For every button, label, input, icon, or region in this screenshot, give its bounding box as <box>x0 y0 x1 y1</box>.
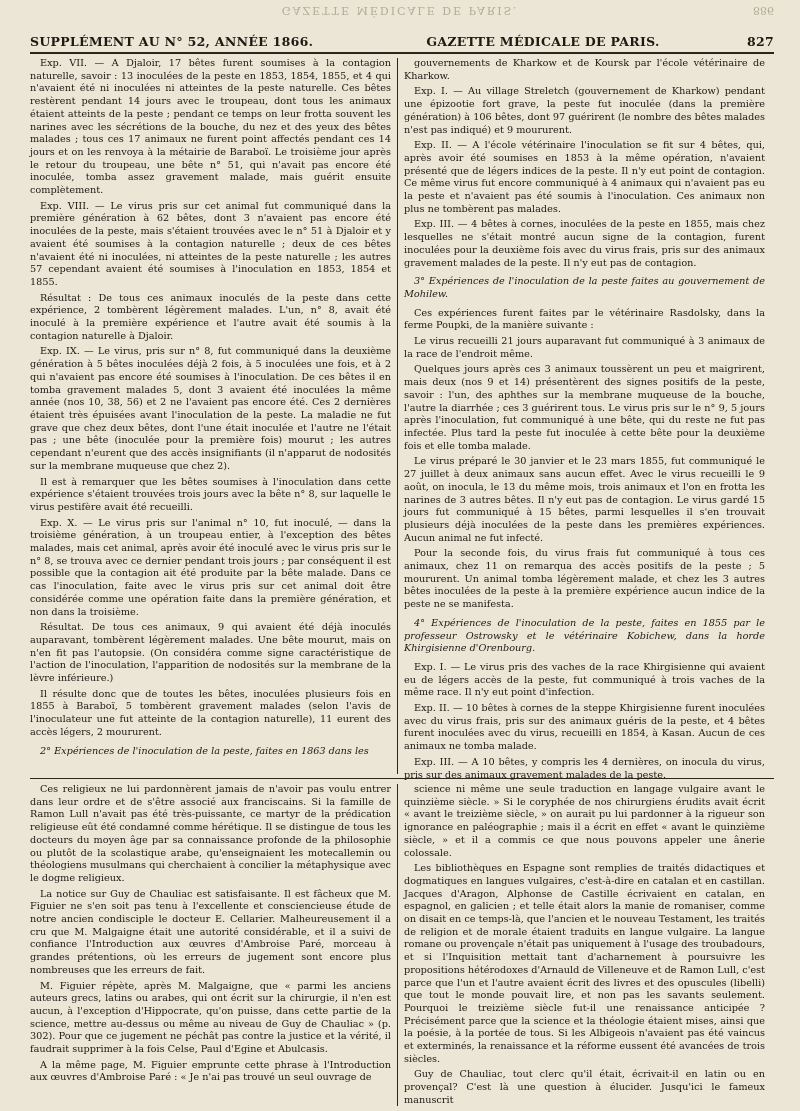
right-column <box>404 58 765 781</box>
feuilleton-right-column <box>404 784 765 1106</box>
paragraph: Résultat : De tous ces animaux inoculés de la peste dans cette expérience, 2 tombèrent légèrement malades. L'un, n° 8, avait été inoculé à la première expérience et l'autre avait été soumis à la contagion naturelle à Djaloir. <box>30 292 391 342</box>
feuilleton-left-column <box>30 784 391 1106</box>
paragraph: Le virus préparé le 30 janvier et le 23 mars 1855, fut communiqué le 27 juillet à deux animaux sans aucun effet. Avec le virus recueilli le 9 août, on inocula, le 13 du même mois, trois animaux et l'on en frotta les narines de 3 autres bêtes. Il n'y eut pas de contagion. Le virus gardé 15 jours fut communiqué à 15 bêtes, parmi lesquelles il s'en trouvait plusieurs déjà inoculées de la peste dans les premières expériences. Aucun animal ne fut infecté. <box>404 456 765 544</box>
page-number: 827 <box>747 34 774 49</box>
paragraph: gouvernements de Kharkow et de Koursk par l'école vétérinaire de Kharkow. <box>404 58 765 82</box>
paragraph: Exp. VIII. — Le virus pris sur cet animal fut communiqué dans la première génération à 62 bêtes, dont 3 n'avaient pas encore été inoculées de la peste, mais s'étaient trouvées avec le n° 51 à Djaloir et y avaient été soumises à la contagion naturelle ; deux de ces bêtes n'avaient été ni inoculées, ni atteintes de la peste naturelle ; les autres 57 cependant avaient été soumises à l'inoculation en 1853, 1854 et 1855. <box>30 200 391 288</box>
paragraph: science ni même une seule traduction en langage vulgaire avant le quinzième siècle. » Si le coryphée de nos chirurgiens érudits avait écrit « avant le treizième siècle, » on aurait pu lui pardonner à la rigueur son ignorance en paléographie ; mais il a écrit en effet « avant le quinzième siècle, » et il a commis ce que nous pouvons appeler une ânerie colossale. <box>404 784 765 859</box>
paragraph: Exp. II. — A l'école vétérinaire l'inoculation se fit sur 4 bêtes, qui, après avoir été soumises en 1853 à la même opération, n'avaient présenté que de légers indices de la peste. Il n'y eut point de contagion. Ce même virus fut encore communiqué à 4 animaux qui n'avaient pas eu la peste et n'avaient pas été soumis à l'inoculation. Ces animaux non plus ne tombèrent pas malades. <box>404 140 765 215</box>
column-divider <box>397 58 398 774</box>
left-column <box>30 58 391 774</box>
paragraph: Exp. III. — 4 bêtes à cornes, inoculées de la peste en 1855, mais chez lesquelles ne s'était montré aucun signe de la contagion, furent inoculées pour la deuxième fois avec du virus frais, pris sur des animaux gravement malades de la peste. Il n'y eut pas de contagion. <box>404 219 765 269</box>
journal-title: GAZETTE MÉDICALE DE PARIS. <box>426 34 660 49</box>
paragraph: Pour la seconde fois, du virus frais fut communiqué à tous ces animaux, chez 11 on remarqua des accès positifs de la peste ; 5 moururent. Un animal tomba légèrement malade, et chez les 3 autres bêtes inoculées de la peste à la première expérience aucun indice de la peste ne se manifesta. <box>404 548 765 611</box>
paragraph: Guy de Chauliac, tout clerc qu'il était, écrivait-il en latin ou en provençal? C'est là une question à élucider. Jusqu'ici le fameux manuscrit <box>404 1069 765 1106</box>
paragraph: Il est à remarquer que les bêtes soumises à l'inoculation dans cette expérience s'étaient trouvées trois jours avec la bête n° 8, sur laquelle le virus pestifère avait été recueilli. <box>30 476 391 513</box>
paragraph: Exp. X. — Le virus pris sur l'animal n° 10, fut inoculé, — dans la troisième génération, à un troupeau entier, à l'exception des bêtes malades, mais cet animal, après avoir été inoculé avec le virus pris sur le n° 8, se trouva avec ce dernier pendant trois jours ; par conséquent il est possible que la contagion ait été produite par la bête malade. Dans ce cas l'inoculation, faite avec le virus pris sur cet animal doit être considérée comme une opération faite dans la première génération, et non dans la troisième. <box>30 517 391 618</box>
paragraph: 4° Expériences de l'inoculation de la peste, faites en 1855 par le professeur Ostrowsky et le vétérinaire Kobichew, dans la horde Khirgisienne d'Orenbourg. <box>404 617 765 655</box>
paragraph: Exp. VII. — A Djaloir, 17 bêtes furent soumises à la contagion naturelle, savoir : 13 inoculées de la peste en 1853, 1854, 1855, et 4 qui n'avaient été ni inoculées ni atteintes de la peste naturelle. Ces bêtes restèrent pendant 14 jours avec le troupeau, dont tous les animaux étaient atteints de la peste ; pendant ce temps on leur frotta souvent les narines avec les sécrétions de la bouche, du nez et des yeux des bêtes malades ; tous ces 17 animaux ne furent point affectés pendant ces 14 jours et on les renvoya à la métairie de Baraboï. Le troisième jour après le retour du troupeau, une bête n° 51, qui n'avait pas encore été inoculée, tomba assez gravement malade, mais guérit ensuite complètement. <box>30 58 391 197</box>
bleed-through-page-number: 886 <box>753 4 774 17</box>
bleed-through-header: GAZETTE MÉDICALE DE PARIS. <box>281 4 519 17</box>
paragraph: A la même page, M. Figuier emprunte cette phrase à l'Introduction aux œuvres d'Ambroise Paré : « Je n'ai pas trouvé un seul ouvrage de <box>30 1059 391 1084</box>
paragraph: M. Figuier répète, après M. Malgaigne, que « parmi les anciens auteurs grecs, latins ou arabes, qui ont écrit sur la chirurgie, il n'en est aucun, à l'exception d'Hippocrate, qu'on puisse, dans cette partie de la science, mettre au-dessus ou même au niveau de Guy de Chauliac » (p. 302). Pour que ce jugement ne péchât pas contre la justice et la vérité, il faudrait supprimer à la fois Celse, Paul d'Egine et Abulcasis. <box>30 980 391 1056</box>
paragraph: Il résulte donc que de toutes les bêtes, inoculées plusieurs fois en 1855 à Baraboï, 5 tombèrent gravement malades (selon l'avis de l'inoculateur une fut atteinte de la contagion naturelle), 11 eurent des accès légers, 2 moururent. <box>30 688 391 738</box>
feuilleton-divider <box>30 778 774 779</box>
paragraph: Exp. II. — 10 bêtes à cornes de la steppe Khirgisienne furent inoculées avec du virus frais, pris sur des animaux guéris de la peste, et 4 bêtes furent inoculées avec du virus, recueilli en 1854, à Kasan. Aucun de ces animaux ne tomba malade. <box>404 703 765 753</box>
main-article <box>30 58 774 781</box>
feuilleton-column-divider <box>397 784 398 1106</box>
paragraph: Ces expériences furent faites par le vétérinaire Rasdolsky, dans la ferme Poupki, de la manière suivante : <box>404 307 765 332</box>
paragraph: Le virus recueilli 21 jours auparavant fut communiqué à 3 animaux de la race de l'endroit même. <box>404 336 765 360</box>
paragraph: Résultat. De tous ces animaux, 9 qui avaient été déjà inoculés auparavant, tombèrent légèrement malades. Une bête mourut, mais on n'en fit pas l'autopsie. (On considéra comme signe caractéristique de l'action de l'inoculation, l'apparition de nodosités sur la membrane de la lèvre inférieure.) <box>30 622 391 685</box>
paragraph: 2° Expériences de l'inoculation de la peste, faites en 1863 dans les <box>40 745 369 757</box>
paragraph: Ces religieux ne lui pardonnèrent jamais de n'avoir pas voulu entrer dans leur ordre et de s'être associé aux franciscains. Si la famille de Ramon Lull n'avait pas été très-puissante, ce martyr de la prédication religieuse eût été condamné comme hérétique. Il se distingue de tous les docteurs du moyen âge par sa connaissance profonde de la philosophie ou plutôt de la scolastique arabe, qu'enseignaient les motecallemin ou théologiens musulmans qui cherchaient à concilier la métaphysique avec le dogme religieux. <box>30 784 391 884</box>
supplement-label: SUPPLÉMENT AU N° 52, ANNÉE 1866. <box>30 34 314 49</box>
paragraph: Exp. I. — Au village Streletch (gouvernement de Kharkow) pendant une épizootie fort grave, la peste fut inoculée (dans la première génération) à 106 bêtes, dont 97 guérirent (le nombre des bêtes malades n'est pas indiqué) et 9 moururent. <box>404 86 765 136</box>
paragraph: Quelques jours après ces 3 animaux toussèrent un peu et maigrirent, mais deux (nos 9 et 14) présentèrent des signes positifs de la peste, savoir : l'un, des aphthes sur la membrane muqueuse de la bouche, l'autre la diarrhée ; ces 3 guérirent tous. Le virus pris sur le n° 9, 5 jours après l'inoculation, fut communiqué à une bête, qui du reste ne fut pas infectée. Plus tard la peste fut inoculée à cette bête pour la deuxième fois et elle tomba malade. <box>404 364 765 452</box>
paragraph: La notice sur Guy de Chauliac est satisfaisante. Il est fâcheux que M. Figuier ne s'en soit pas tenu à l'excellente et consciencieuse étude de notre ancien condisciple le docteur E. Cellarier. Malheureusement il a cru que M. Malgaigne était une autorité considérable, et il a suivi de confiance l'Introduction aux œuvres d'Ambroise Paré, morceau à grandes prétentions, où les erreurs de jugement sont encore plus nombreuses que les erreurs de fait. <box>30 888 391 976</box>
paragraph: Les bibliothèques en Espagne sont remplies de traités didactiques et dogmatiques en langues vulgaires, c'est-à-dire en catalan et en castillan. Jacques d'Aragon, Alphonse de Castille écrivaient en catalan, en espagnol, en galicien ; et telle était alors la manie de romaniser, comme on disait en ce temps-là, que l'ancien et le nouveau Testament, les traités de religion et de morale étaient traduits en langue vulgaire. La langue romane ou provençale n'était pas uniquement à l'usage des troubadours, et si l'Inquisition mettait tant d'acharnement à poursuivre les propositions hétérodoxes d'Arnauld de Villeneuve et de Ramon Lull, c'est parce que l'un et l'autre avaient écrit des livres et des opuscules (libelli) que tout le monde pouvait lire, et non pas les savants seulement. Pourquoi le treizième siècle fut-il une renaissance anticipée ? Précisément parce que la science et la théologie étaient mises, ainsi que la poésie, à la portée de tous. Si les Albigeois n'avaient pas été vaincus et exterminés, la renaissance et la réforme eussent été avancées de trois siècles. <box>404 863 765 1065</box>
paragraph: Exp. I. — Le virus pris des vaches de la race Khirgisienne qui avaient eu de légers accès de la peste, fut communiqué à trois vaches de la même race. Il n'y eut point d'infection. <box>404 661 765 699</box>
paragraph: Exp. III. — A 10 bêtes, y compris les 4 dernières, on inocula du virus, pris sur des animaux gravement malades de la peste. <box>404 756 765 781</box>
paragraph: Exp. IX. — Le virus, pris sur n° 8, fut communiqué dans la deuxième génération à 5 bêtes inoculées déjà 2 fois, à 5 inoculées une fois, et à 2 qui n'avaient pas encore été soumises à l'inoculation. De ces bêtes il en tomba gravement malades 5, dont 3 avaient été inoculées la même année (nos 10, 38, 56) et 2 ne l'avaient pas encore été. Ces 2 dernières étaient très épuisées avant l'inoculation de la peste. La maladie ne fut grave que chez deux bêtes, dont l'une était inoculée et l'autre ne l'était pas ; une bête (inoculée pour la première fois) mourut ; les autres cependant n'eurent que des accès insignifiants (il n'apparut de nodosités sur la membrane muqueuse que chez 2). <box>30 346 391 472</box>
feuilleton <box>30 784 774 1106</box>
paragraph: 3° Expériences de l'inoculation de la peste faites au gouvernement de Mohilew. <box>404 276 765 300</box>
running-header <box>30 34 774 54</box>
